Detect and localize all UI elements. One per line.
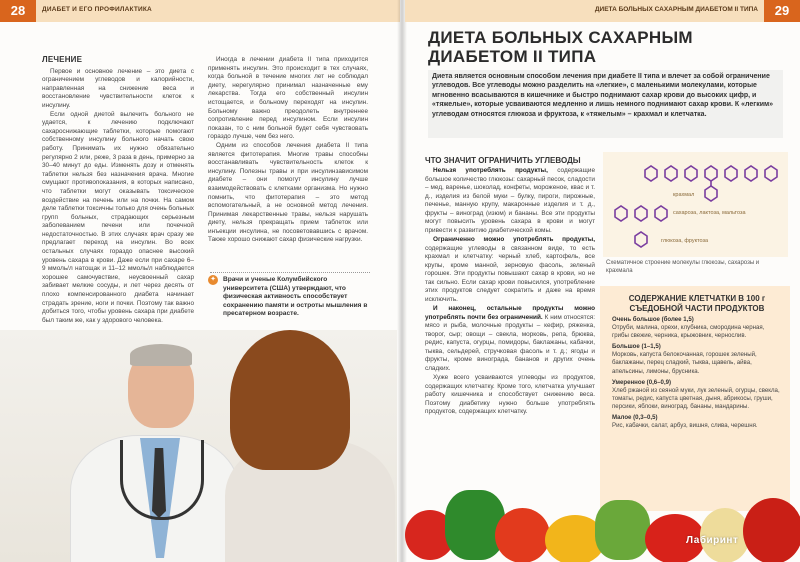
molecule-diagram bbox=[603, 152, 788, 257]
lightbulb-icon: ✦ bbox=[208, 275, 218, 285]
fiber-category bbox=[612, 343, 782, 375]
paragraph-body: содержащие углеводы в связанном виде, то есть крахмал и клетчатку: черный хлеб, картофель, все крупы, кроме манной, зерновую фасоль, зеленый горошек. Эти продукты повышают сахар в крови, но не так сильно. Если сахар крови повысился, употребление этих продуктов следует сократить и даже на время исключить. bbox=[425, 244, 595, 303]
right-column bbox=[425, 167, 595, 418]
doctor-patient-photo bbox=[0, 330, 397, 562]
tomato bbox=[743, 498, 800, 562]
stethoscope-icon bbox=[120, 440, 204, 520]
left-column-1 bbox=[42, 56, 194, 325]
paragraph: Первое и основное лечение – это диета с ограничением углеводов и калорийности, направленная на снижение веса и восстановление чувствительности клеток к инсулину. bbox=[42, 67, 194, 109]
fiber-category-name: Большое (1–1,5) bbox=[612, 343, 661, 351]
right-page-number: 29 bbox=[764, 0, 800, 22]
fiber-category-name: Малое (0,3–0,5) bbox=[612, 414, 658, 422]
left-column-2 bbox=[208, 56, 368, 245]
fiber-category-items: Хлеб ржаной из сеяной муки, лук зеленый, огурцы, свекла, томаты, редис, капуста цветная, дыня, абрикосы, груши, персики, яблоки, виноград, бананы, мандарины. bbox=[612, 386, 780, 410]
hexagon bbox=[765, 166, 777, 181]
watermark: Лабиринт bbox=[686, 535, 739, 546]
page-title: ДИЕТА БОЛЬНЫХ САХАРНЫМ ДИАБЕТОМ II ТИПА bbox=[428, 28, 693, 66]
hexagon bbox=[615, 206, 627, 221]
section-heading: ЧТО ЗНАЧИТ ОГРАНИЧИТЬ УГЛЕВОДЫ bbox=[425, 156, 581, 165]
paragraph-body: содержащие большое количество глюкозы: сахарный песок, сладости – мед, варенье, шоколад, конфеты, мороженое, квас и т. д., изделия из белой муки – булку, пироги, пирожные, печенье, манную крупу, макаронные изделия и т. д., фрукты – виноград (изюм) и бананы. Все эти продукты могут повысить уровень сахара в крови и могут привести к развитию диабетической комы. bbox=[425, 167, 595, 234]
left-running-head: ДИАБЕТ И ЕГО ПРОФИЛАКТИКА bbox=[42, 6, 152, 13]
fiber-category-name: Очень большое (более 1,5) bbox=[612, 316, 694, 323]
vegetables-photo bbox=[405, 470, 800, 562]
left-page-number: 28 bbox=[0, 0, 36, 22]
hexagon bbox=[705, 166, 717, 181]
greens bbox=[595, 500, 650, 560]
paragraph: Если одной диетой вылечить больного не удается, к лечению подключают сахароснижающие таблетки, которые помогают собственному инсулину больного начать свою работу. Принимать их нужно обязательно регулярно 2 или, реже, 3 раза в день, примерно за 30–40 минут до еды. Изменять дозу и отменять таблетки нельзя без назначения врача. Многие смущают противопоказания, в которых написано, что таблетки могут оказывать токсическое воздействие на печень или на почки. На самом деле таблетки токсичны только для очень больных групп больных, страдающих серьезным заболеванием печени или почечной недостаточностью. В этих случаях врач сразу же предлагает переход на инсулин. Во всех остальных случаях гораздо опаснее высокий уровень сахара в крови. Даже если при сахаре 6–9 ммоль/л натощак и 11–12 ммоль/л наблюдается хорошее самочувствие, неусвоенный сахар забивает мелкие сосуды, и лет через десять от плохо компенсированного диабета начинает страдать зрение, ноги и почки. Поэтому так важно добиться того, чтобы уровень сахара при диабете был таким же, как у здорового человека. bbox=[42, 110, 194, 324]
paragraph: Хуже всего усваиваются углеводы из продуктов, содержащих клетчатку. Кроме того, клетчатка улучшает работу кишечника и способствует снижению веса. Поэтому диабетику нужно больше употреблять продуктов, содержащих клетчатку. bbox=[425, 374, 595, 415]
paragraph-lead: Ограниченно можно употреблять продукты, bbox=[433, 236, 595, 243]
hexagon bbox=[635, 206, 647, 221]
fiber-category-items: Морковь, капуста белокочанная, горошек зеленый, баклажаны, перец сладкий, тыква, щавель, айва, апельсины, лимоны, брусника. bbox=[612, 351, 757, 375]
hexagon bbox=[665, 166, 677, 181]
treatment-heading: ЛЕЧЕНИЕ bbox=[42, 55, 83, 64]
doctor-hair bbox=[130, 344, 192, 366]
paragraph bbox=[425, 305, 595, 373]
hexagon bbox=[705, 186, 717, 201]
hexagon bbox=[655, 206, 667, 221]
label-glucose: глюкоза, фруктоза bbox=[661, 238, 709, 244]
paragraph: Иногда в лечении диабета II типа приходится применять инсулин. Это происходит в тех случаях, когда больной в течение многих лет не соблюдал диету, нерегулярно принимал назначенные ему лекарства. Тогда его собственный инсулин истощается, и больному переходят на инсулин. Больному важно преодолеть внутреннее сопротивление перед инсулином. Если инсулин показан, то с ним больной будет себя чувствовать гораздо лучше, чем без него. bbox=[208, 56, 368, 141]
fiber-table bbox=[612, 316, 782, 433]
paragraph: Одним из способов лечения диабета II типа является фитотерапия. Многие травы способны восстанавливать чувствительность клеток к инсулину. Полезны травы и при инсулинзависимом диабете – они помогут инсулину лучше взаимодействовать с клетками организма. Но нужно помнить, что фитотерапия – это метод вспомогательный, а не основной метод лечения. Принимая лекарственные травы, нельзя нарушать диету, нельзя прекращать прием таблеток или инъекции инсулина, не посоветовавшись с врачом. Также хорошо снижают сахар физические нагрузки. bbox=[208, 141, 368, 244]
paragraph-lead: И наконец, остальные продукты можно употреблять почти без ограничений. bbox=[425, 305, 595, 321]
callout-divider bbox=[210, 272, 370, 273]
hexagon bbox=[725, 166, 737, 181]
hexagon bbox=[645, 166, 657, 181]
fiber-category-name: Умеренное (0,6–0,9) bbox=[612, 378, 672, 386]
patient-hair bbox=[230, 330, 350, 470]
hexagon bbox=[745, 166, 757, 181]
fiber-category bbox=[612, 379, 782, 411]
fiber-category bbox=[612, 414, 782, 430]
paragraph-lead: Нельзя употреблять продукты, bbox=[433, 167, 548, 174]
fiber-category-items: Рис, кабачки, салат, арбуз, вишня, слива, черешня. bbox=[612, 422, 758, 430]
fact-callout: Врачи и ученые Колумбийского университета (США) утверждают, что физическая активность способствует сохранению памяти и остроты мышления в пресатерном возрасте. bbox=[223, 276, 368, 318]
intro-text: Диета является основным способом лечения при диабете II типа и влечет за собой ограничение углеводов. Все углеводы можно разделить на «легкие», с маленькими молекулами, которые мгновенно всасываются в кишечнике и быстро поднимают сахар крови до высоких цифр, и «тяжелые», которые усваиваются медленно и лишь немного поднимают сахар крови. К «легким» углеводам относятся глюкоза и фруктоза, к «тяжелым» – крахмал и клетчатка. bbox=[432, 73, 774, 118]
molecule-caption: Схематичное строение молекулы глюкозы, сахарозы и крахмала bbox=[606, 260, 760, 274]
hexagon bbox=[685, 166, 697, 181]
label-starch: крахмал bbox=[673, 192, 695, 198]
fiber-category bbox=[612, 316, 782, 340]
pepper bbox=[495, 508, 550, 562]
right-running-head: ДИЕТА БОЛЬНЫХ САХАРНЫМ ДИАБЕТОМ II ТИПА bbox=[594, 6, 758, 13]
paragraph bbox=[425, 167, 595, 235]
paragraph bbox=[425, 236, 595, 304]
fiber-table-title: СОДЕРЖАНИЕ КЛЕТЧАТКИ В 100 г СЪЕДОБНОЙ ЧАСТИ ПРОДУКТОВ bbox=[628, 294, 766, 313]
molecule-svg bbox=[603, 152, 788, 257]
label-sucrose: сахароза, лактоза, мальтоза bbox=[673, 210, 746, 216]
fiber-category-items: Отруби, малина, орехи, клубника, смородина черная, грибы свежие, черника, крыжовник, чернослив. bbox=[612, 324, 765, 340]
paragraph-body: К ним относятся: мясо и рыба, молочные продукты – кефир, ряженка, творог, сыр; овощи – свекла, морковь, репа, брюква, редис, капуста, огурцы, помидоры, баклажаны, кабачки, тыква, сельдерей, стручковая фасоль и т. д.; ягоды и фрукты, кроме винограда, бананов и других очень сладких. bbox=[425, 313, 596, 372]
hexagon bbox=[635, 232, 647, 247]
